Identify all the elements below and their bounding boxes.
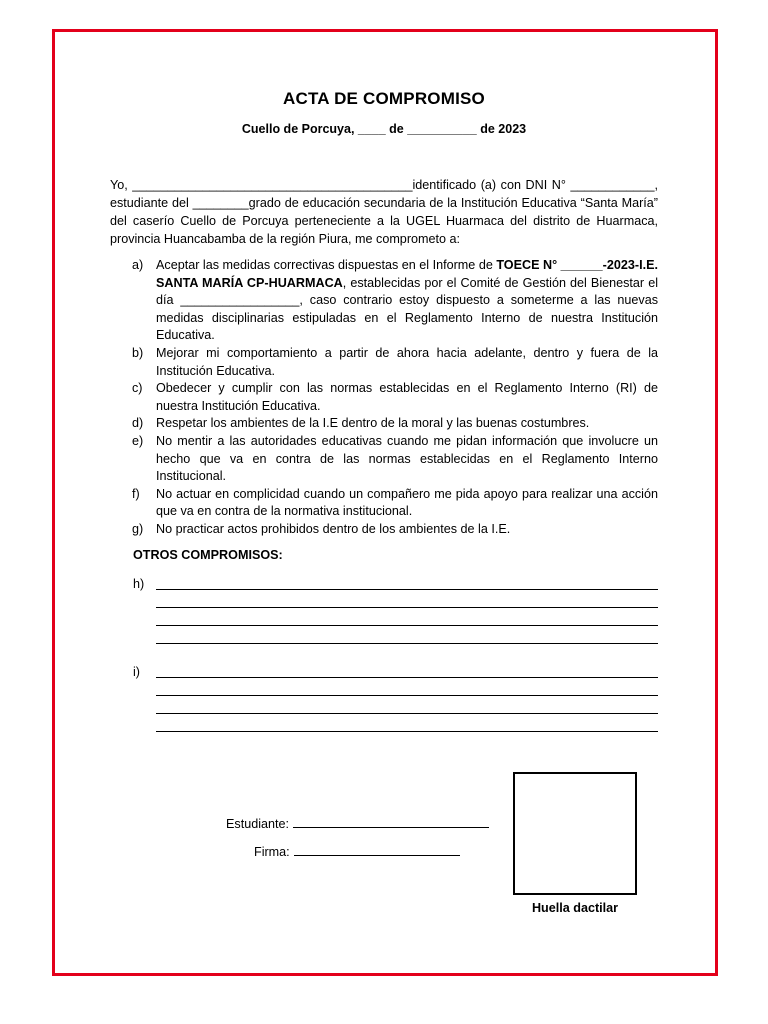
commitment-item-label: f): [132, 486, 140, 501]
commitment-item-text-part: No practicar actos prohibidos dentro de los ambientes de la I.E.: [156, 521, 511, 536]
blank-line: [156, 713, 658, 714]
blank-line: [156, 625, 658, 626]
intro-paragraph: Yo, ________________________________________identificado (a) con DNI N° ____________, estudiante del ________grado de educación secundaria de la Institución Educativa “Santa María” del caserío Cuello de Porcuya perteneciente a la UGEL Huarmaca del distrito de Huarmaca, provincia Huancabamba de la región Piura, me comprometo a:: [110, 178, 658, 246]
commitment-item-text-part: Mejorar mi comportamiento a partir de ahora hacia adelante, dentro y fuera de la Institución Educativa.: [156, 345, 658, 378]
commitment-item: [110, 380, 658, 415]
commitment-item-label: b): [132, 345, 144, 360]
commitment-item-text: [156, 380, 658, 415]
commitment-item-text: [156, 415, 658, 433]
commitment-item-label: a): [132, 258, 144, 272]
firma-label: Firma:: [254, 845, 290, 859]
fingerprint-box: [513, 772, 637, 895]
document-title: ACTA DE COMPROMISO: [283, 89, 485, 108]
blank-i-label: i): [133, 665, 140, 679]
otros-compromisos-heading: OTROS COMPROMISOS:: [133, 548, 283, 562]
commitment-item-text: [156, 433, 658, 486]
estudiante-label: Estudiante:: [226, 817, 290, 831]
blank-commitment-h: [133, 577, 658, 647]
commitment-item: [110, 521, 658, 539]
commitment-item-text-part: No mentir a las autoridades educativas cuando me pidan información que involucre un hecho que va en contra de las normas establecidas en el Reglamento Interno Institucional.: [156, 433, 658, 484]
commitment-item: [110, 433, 658, 486]
estudiante-line: [293, 815, 489, 828]
commitment-item-text-part: No actuar en complicidad cuando un compañero me pida apoyo para realizar una acción que va en contra de la normativa institucional.: [156, 486, 658, 519]
blank-line: [156, 731, 658, 732]
commitment-item: [110, 257, 658, 345]
commitment-item: [110, 345, 658, 380]
commitment-item-text: [156, 345, 658, 380]
blank-line: [156, 677, 658, 678]
firma-line: [294, 843, 460, 856]
commitment-item-text: [156, 257, 658, 345]
commitment-item-label: c): [132, 381, 143, 396]
commitment-item-text-part: Aceptar las medidas correctivas dispuestas en el Informe de: [156, 258, 497, 272]
blank-commitment-i: [133, 665, 658, 735]
blank-line: [156, 589, 658, 590]
commitment-item-text-part: , establecidas por el Comité de Gestión del Bienestar el día _________________, caso contrario estoy dispuesto a someterme a las nuevas medidas disciplinarias estipuladas en el Reglamento Interno de nuestra Institución Educativa.: [156, 275, 658, 343]
commitment-item-bold-text: TOECE N° ______-2023-I.E. SANTA MARÍA CP-HUARMACA: [156, 258, 658, 290]
signature-firma: [254, 843, 460, 859]
commitment-item-text: [156, 486, 658, 521]
commitment-item-text-part: Obedecer y cumplir con las normas establecidas en el Reglamento Interno (RI) de nuestra Institución Educativa.: [156, 381, 658, 413]
commitment-item-label: d): [132, 416, 144, 431]
commitment-item: [110, 415, 658, 433]
fingerprint-label: Huella dactilar: [531, 901, 619, 915]
blank-line: [156, 643, 658, 644]
commitment-item-label: g): [132, 521, 144, 536]
blank-line: [156, 695, 658, 696]
blank-line: [156, 607, 658, 608]
commitment-list: [110, 257, 658, 539]
commitment-item: [110, 486, 658, 521]
commitment-item-text-part: Respetar los ambientes de la I.E dentro de la moral y las buenas costumbres.: [156, 416, 590, 431]
commitment-item-text: [156, 521, 658, 539]
signature-estudiante: [226, 815, 489, 831]
commitment-item-label: e): [132, 433, 144, 448]
blank-h-label: h): [133, 577, 145, 591]
date-line: Cuello de Porcuya, ____ de __________ de 2023: [241, 122, 527, 136]
